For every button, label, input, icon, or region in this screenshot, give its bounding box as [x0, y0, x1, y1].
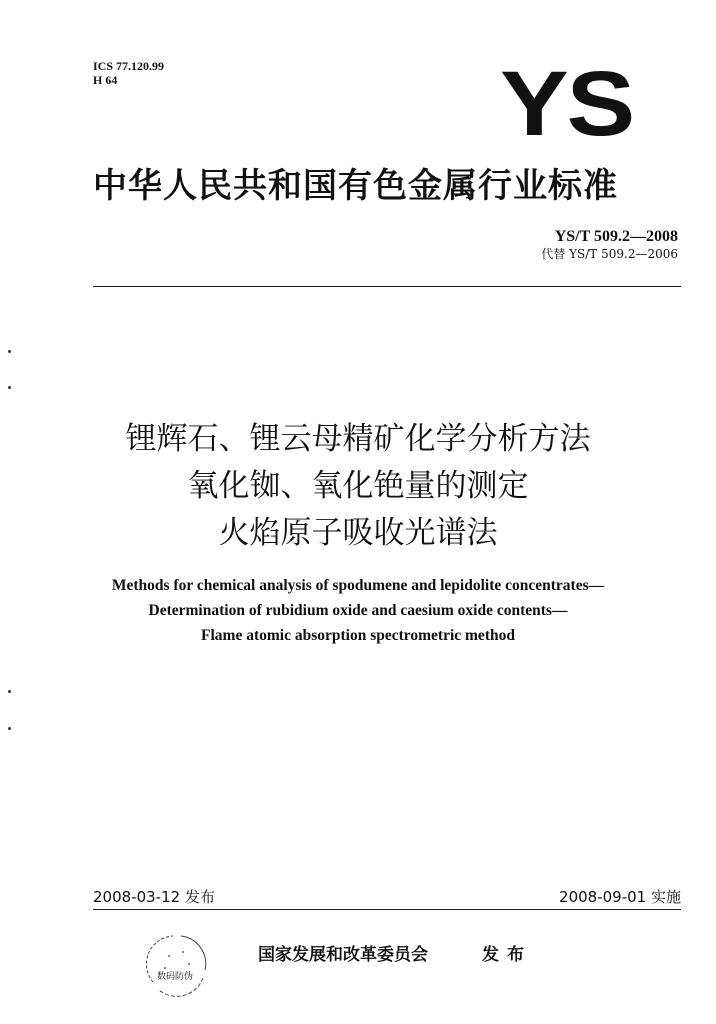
scan-mark	[8, 690, 11, 693]
issuing-authority: 国家发展和改革委员会	[258, 945, 428, 965]
top-divider	[93, 286, 681, 287]
chinese-title-line3: 火焰原子吸收光谱法	[218, 515, 498, 551]
english-title-line3: Flame atomic absorption spectrometric method	[201, 627, 515, 644]
ics-code: ICS 77.120.99	[93, 59, 165, 73]
english-title-line2: Determination of rubidium oxide and caesium oxide contents—	[148, 602, 568, 619]
implementation-date: 2008-09-01 实施	[559, 888, 681, 906]
bottom-divider	[93, 909, 681, 910]
chinese-title-line1: 锂辉石、锂云母精矿化学分析方法	[125, 421, 591, 457]
standard-title: 中华人民共和国有色金属行业标准	[93, 166, 618, 206]
scan-mark	[8, 727, 11, 730]
scan-mark	[8, 350, 11, 353]
scan-mark	[8, 386, 11, 389]
issue-label: 发布	[482, 945, 532, 965]
replaces-number: 代替 YS/T 509.2—2006	[541, 247, 678, 261]
stamp-text: 数码防伪	[157, 972, 194, 982]
standard-number: YS/T 509.2—2008	[554, 228, 678, 245]
chinese-title-line2: 氧化铷、氧化铯量的测定	[187, 468, 529, 504]
issue-date: 2008-03-12 发布	[93, 888, 215, 906]
anti-counterfeit-stamp	[143, 930, 211, 998]
english-title	[0, 573, 716, 648]
standard-number-block	[541, 228, 678, 262]
chinese-title	[0, 416, 716, 557]
ys-logo: YS	[500, 53, 633, 155]
classification-codes	[93, 59, 164, 87]
english-title-line1: Methods for chemical analysis of spodumene and lepidolite concentrates—	[111, 577, 605, 594]
ccs-code: H 64	[93, 73, 118, 87]
